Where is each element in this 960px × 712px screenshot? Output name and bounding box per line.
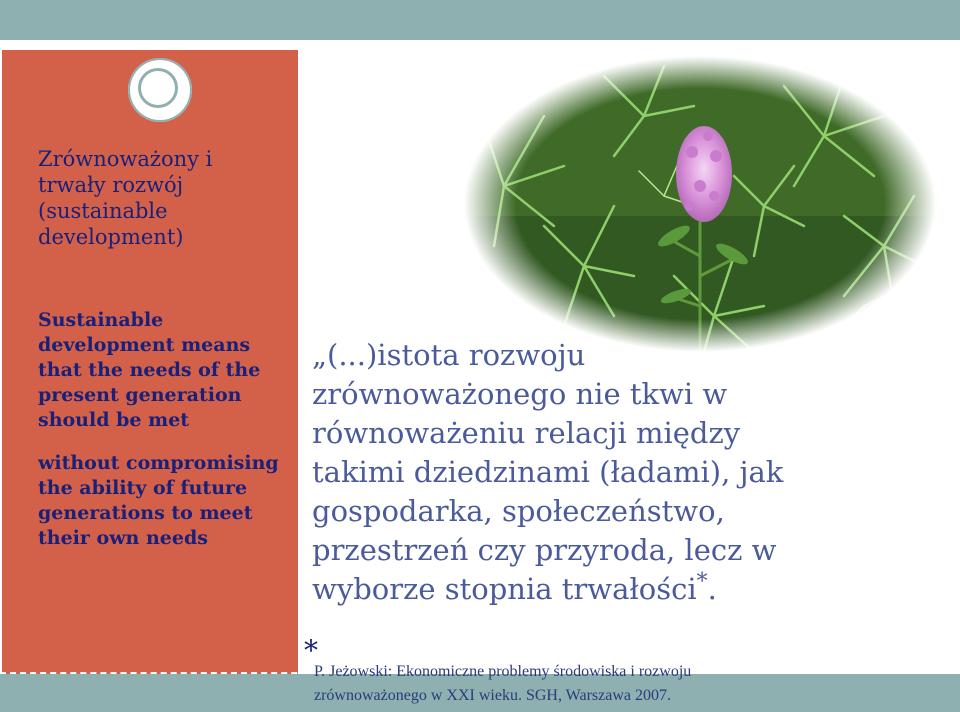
logo-circle-icon — [128, 58, 192, 122]
logo-ring-icon — [138, 68, 178, 108]
definition-text — [38, 308, 294, 551]
quote-text: „(...)istota rozwoju zrównoważonego nie tkwi w równoważeniu relacji między takimi dziedzinami (ładami), jak gospodarka, społeczeństwo, przestrzeń czy przyroda, lecz w wyborze stopnia trwałości — [312, 338, 784, 606]
quote-asterisk: * — [696, 569, 708, 595]
footnote-marker: * — [304, 634, 318, 667]
top-band — [0, 0, 960, 40]
pine-and-flower-photo — [464, 56, 936, 352]
photo-svg — [464, 56, 936, 352]
top-divider — [0, 44, 960, 46]
definition-part-2: without compromising the ability of future generations to meet their own needs — [38, 452, 279, 549]
footnote-text: P. Jeżowski: Ekonomiczne problemy środowiska i rozwoju zrównoważonego w XXI wieku. SGH, Warszawa 2007. — [314, 663, 692, 704]
main-quote — [312, 336, 832, 609]
definition-part-1: Sustainable development means that the needs of the present generation should be met — [38, 309, 261, 431]
panel-title: Zrównoważony i trwały rozwój (sustainable development) — [38, 147, 213, 249]
quote-end: . — [707, 572, 717, 606]
left-panel — [2, 50, 298, 674]
